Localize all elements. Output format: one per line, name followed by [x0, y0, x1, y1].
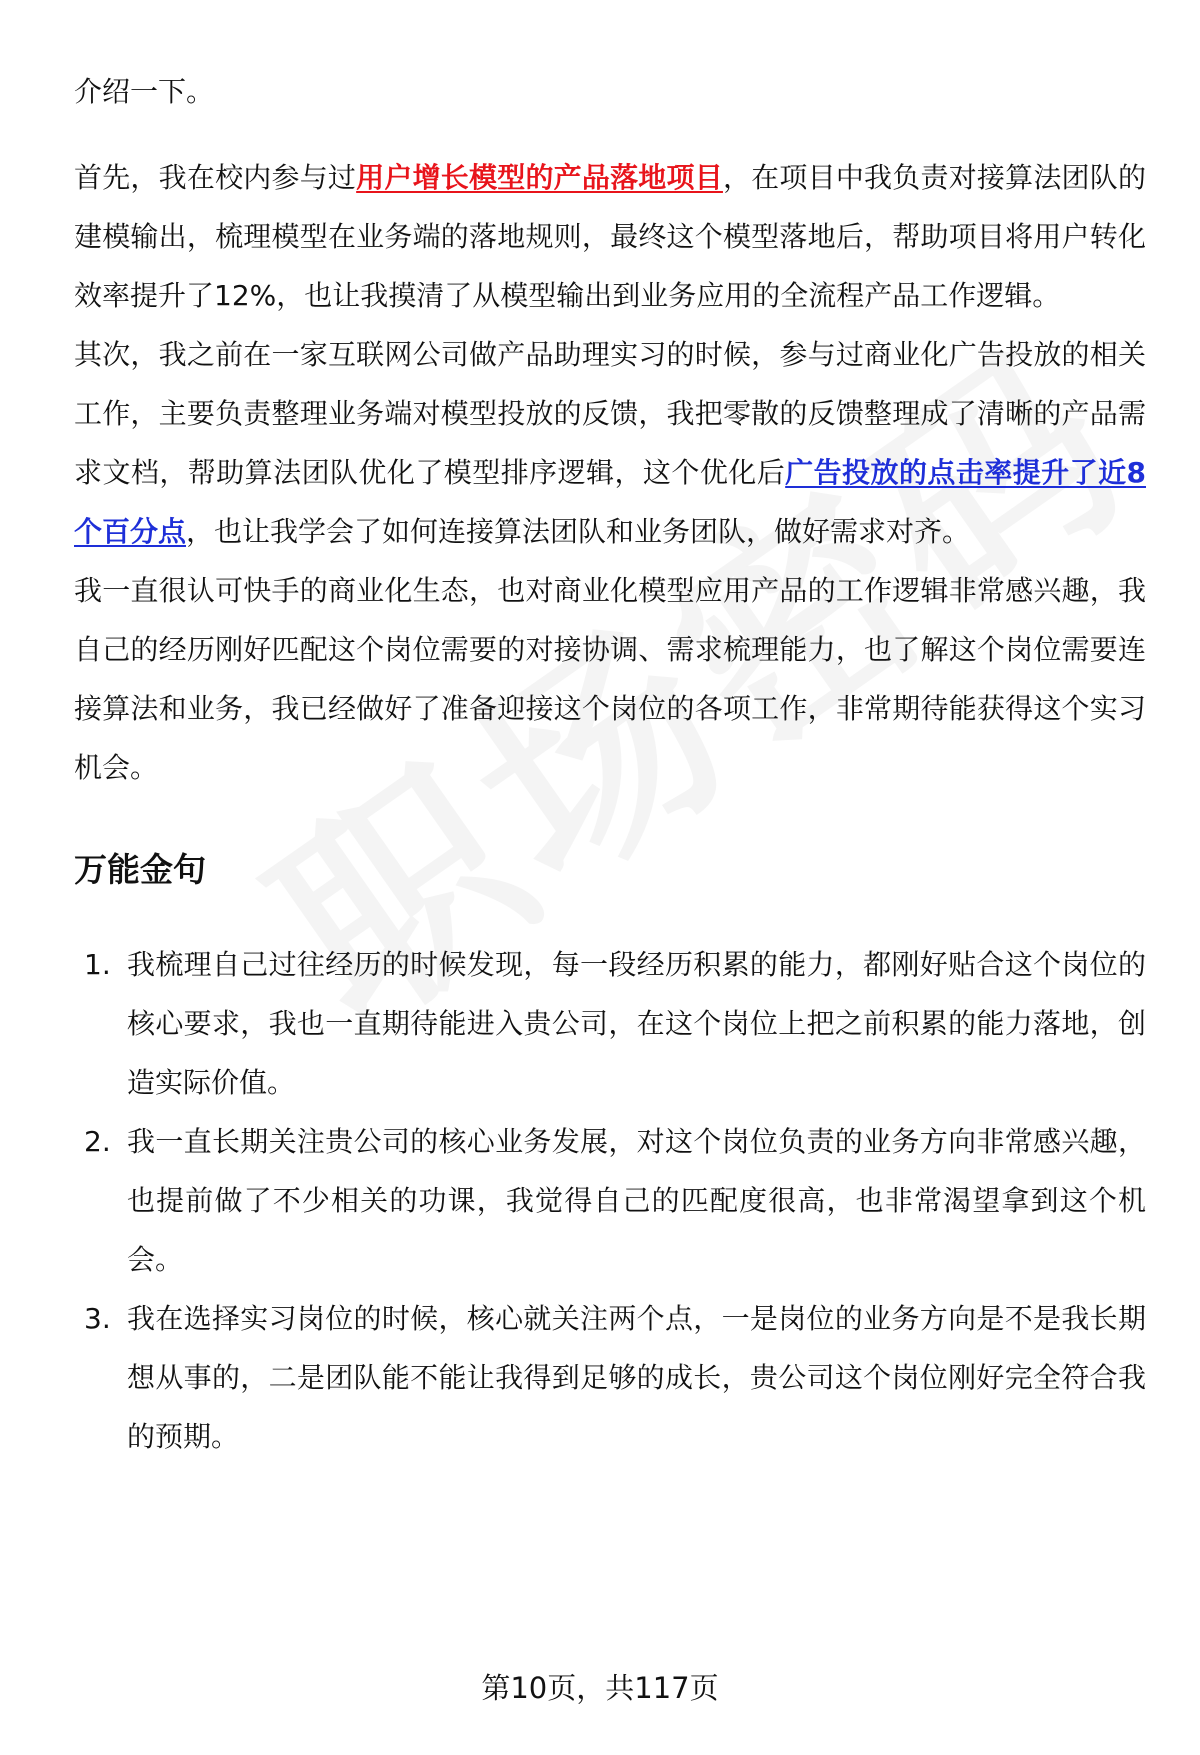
page-content	[74, 62, 1146, 1466]
list-item-text: 我在选择实习岗位的时候，核心就关注两个点，一是岗位的业务方向是不是我长期想从事的，二是团队能不能让我得到足够的成长，贵公司这个岗位刚好完全符合我的预期。	[127, 1302, 1146, 1453]
list-number: 2.	[84, 1125, 111, 1158]
list-item	[74, 1289, 1146, 1466]
highlight-red-project: 用户增长模型的产品落地项目	[356, 161, 723, 194]
list-item-text: 我梳理自己过往经历的时候发现，每一段经历积累的能力，都刚好贴合这个岗位的核心要求，我也一直期待能进入贵公司，在这个岗位上把之前积累的能力落地，创造实际价值。	[127, 948, 1146, 1099]
paragraph-text: 其次，我之前在一家互联网公司做产品助理实习的时候，参与过商业化广告投放的相关工作，主要负责整理业务端对模型投放的反馈，我把零散的反馈整理成了清晰的产品需求文档，帮助算法团队优化了模型排序逻辑，这个优化后	[74, 338, 1146, 489]
list-item-text: 我一直长期关注贵公司的核心业务发展，对这个岗位负责的业务方向非常感兴趣，也提前做了不少相关的功课，我觉得自己的匹配度很高，也非常渴望拿到这个机会。	[127, 1125, 1146, 1276]
list-item	[74, 1112, 1146, 1289]
list-item	[74, 935, 1146, 1112]
page-number-footer: 第10页，共117页	[481, 1671, 719, 1705]
paragraph-second-experience	[74, 325, 1146, 561]
paragraph-text: 首先，我在校内参与过	[74, 161, 357, 194]
list-number: 1.	[84, 948, 111, 981]
paragraph-motivation: 我一直很认可快手的商业化生态，也对商业化模型应用产品的工作逻辑非常感兴趣，我自己的经历刚好匹配这个岗位需要的对接协调、需求梳理能力，也了解这个岗位需要连接算法和业务，我已经做好了准备迎接这个岗位的各项工作，非常期待能获得这个实习机会。	[74, 574, 1146, 784]
intro-line: 介绍一下。	[74, 75, 215, 108]
section-heading: 万能金句	[74, 850, 206, 889]
paragraph-text: ，也让我学会了如何连接算法团队和业务团队，做好需求对齐。	[186, 515, 971, 548]
paragraph-text: ，在项目中我负责对接算法团队的建模输出，梳理模型在业务端的落地规则，最终这个模型落地后，帮助项目将用户转化效率提升了12%，也让我摸清了从模型输出到业务应用的全流程产品工作逻辑。	[74, 161, 1146, 312]
paragraph-first-experience	[74, 148, 1146, 325]
golden-sentence-list	[74, 935, 1146, 1466]
highlight-blue-result: 广告投放的点击率提升了近8个百分点	[74, 456, 1146, 548]
list-number: 3.	[84, 1302, 111, 1335]
